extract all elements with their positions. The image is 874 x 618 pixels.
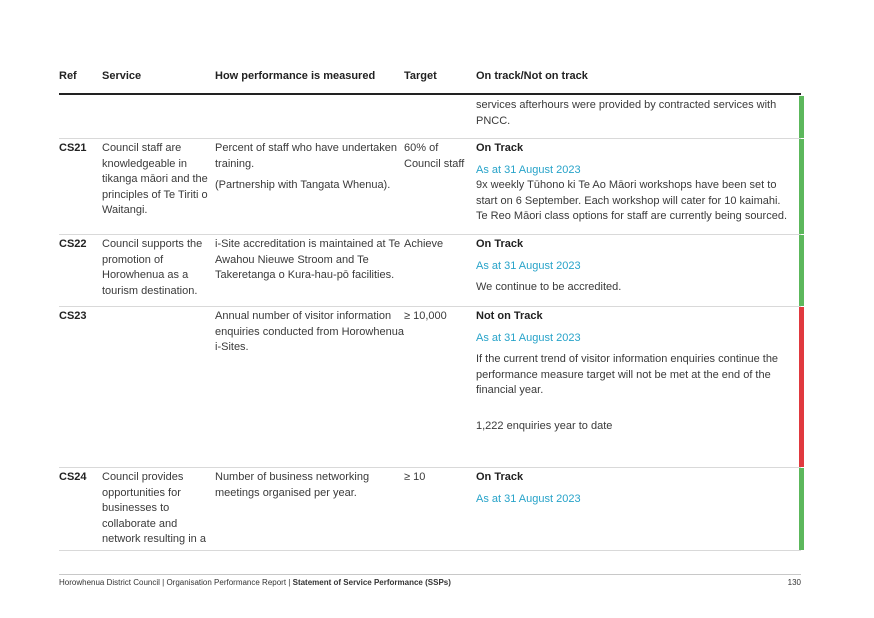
status-label: Not on Track: [476, 310, 543, 322]
status-note: services afterhours were provided by contracted services with PNCC.: [476, 99, 777, 127]
measure-cell: Number of business networking meetings organised per year.: [215, 471, 370, 499]
ref-cell: CS21: [59, 142, 87, 154]
measure-text: Percent of staff who have undertaken training.: [215, 142, 398, 170]
page-number: 130: [787, 578, 801, 587]
status-label: On Track: [476, 142, 524, 154]
status-cell: [476, 237, 794, 296]
col-ref: Ref: [59, 70, 77, 82]
status-bar: [799, 96, 804, 138]
table-row: [59, 468, 801, 551]
footer-divider: [59, 574, 801, 575]
status-label: On Track: [476, 471, 524, 483]
col-measure: How performance is measured: [215, 70, 376, 82]
status-bar: [799, 468, 804, 550]
status-cell: [476, 141, 794, 225]
status-cell: [476, 470, 794, 507]
target-cell: ≥ 10: [404, 471, 426, 483]
target-cell: 60% of Council staff: [404, 142, 465, 170]
table-row: [59, 307, 801, 468]
status-note: We continue to be accredited.: [476, 281, 622, 293]
table-row: [59, 139, 801, 235]
status-cell: [476, 98, 794, 129]
col-service: Service: [102, 70, 142, 82]
footer-org: Horowhenua District Council | Organisation Performance Report |: [59, 578, 291, 587]
status-note: 1,222 enquiries year to date: [476, 419, 613, 432]
status-date: As at 31 August 2023: [476, 163, 581, 176]
status-date: As at 31 August 2023: [476, 492, 581, 505]
target-cell: Achieve: [404, 238, 444, 250]
table-row: [59, 235, 801, 307]
ref-cell: CS24: [59, 471, 87, 483]
footer: [59, 578, 451, 587]
ref-cell: CS22: [59, 238, 87, 250]
footer-section: Statement of Service Performance (SSPs): [292, 578, 451, 587]
target-cell: ≥ 10,000: [404, 310, 447, 322]
status-note: If the current trend of visitor information enquiries continue the performance measure target will not be met at the end of the financial year.: [476, 353, 779, 396]
status-bar: [799, 307, 804, 467]
service-cell: Council provides opportunities for businesses to collaborate and network resulting in a: [102, 471, 206, 545]
status-cell: [476, 309, 794, 434]
status-date: As at 31 August 2023: [476, 331, 581, 344]
measure-note: (Partnership with Tangata Whenua).: [215, 179, 391, 191]
status-bar: [799, 139, 804, 234]
status-bar: [799, 235, 804, 306]
measure-cell: Annual number of visitor information enquiries conducted from Horowhenua i-Sites.: [215, 310, 404, 353]
col-status: On track/Not on track: [476, 70, 588, 82]
status-label: On Track: [476, 238, 524, 250]
ref-cell: CS23: [59, 310, 87, 322]
service-cell: Council supports the promotion of Horowhenua as a tourism destination.: [102, 238, 203, 297]
table-header: [59, 70, 801, 95]
table-row: [59, 96, 801, 139]
measure-cell: [215, 141, 405, 194]
service-cell: Council staff are knowledgeable in tikanga māori and the principles of Te Tiriti o Waitangi.: [102, 142, 208, 216]
measure-cell: i-Site accreditation is maintained at Te Awahou Nieuwe Stroom and Te Takeretanga o Kura-hau-pō facilities.: [215, 238, 401, 281]
status-note: 9x weekly Tūhono ki Te Ao Māori workshops have been set to start on 6 September. Each workshop will cater for 10 kaimahi. Te Reo Māori class options for staff are currently being sourced.: [476, 179, 788, 222]
status-date: As at 31 August 2023: [476, 259, 581, 272]
col-target: Target: [404, 70, 437, 82]
